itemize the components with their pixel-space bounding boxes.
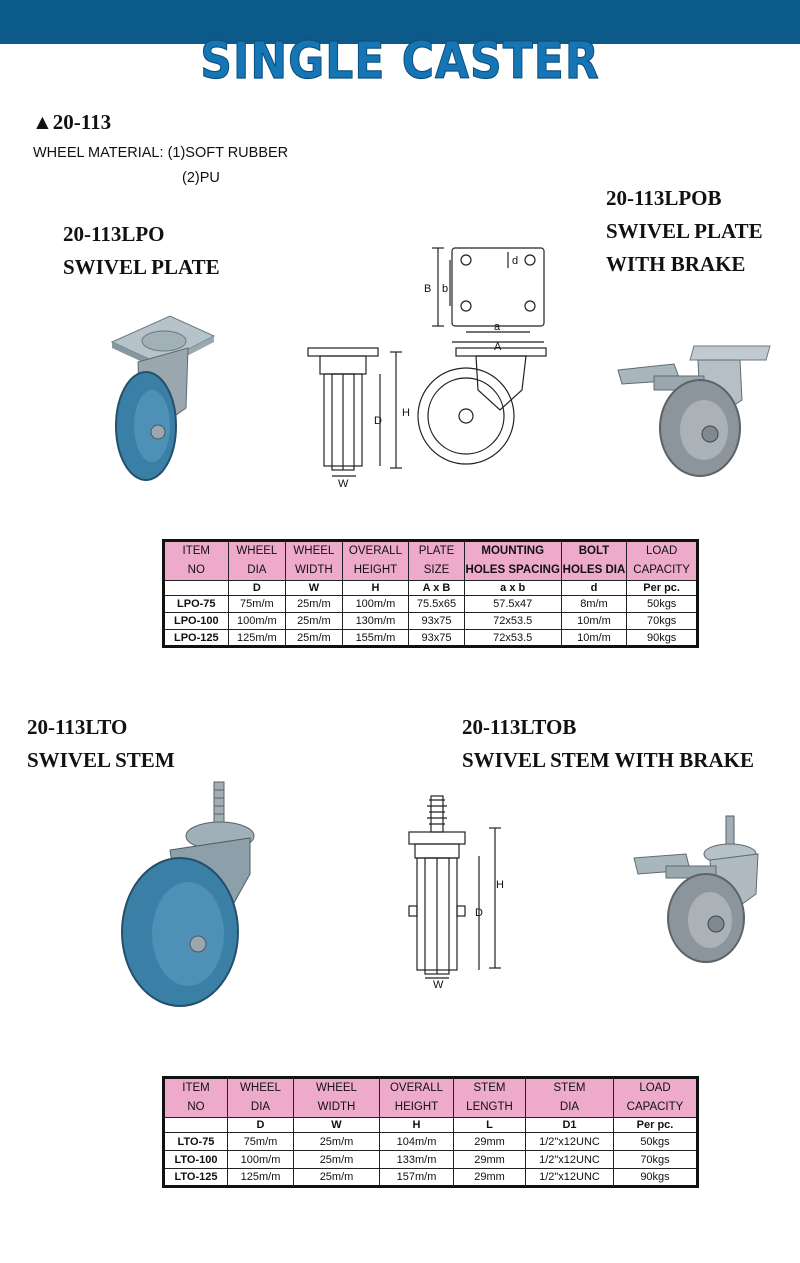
product-code: 20-113LPOB	[606, 186, 722, 210]
header-wheel-width: WHEEL WIDTH	[294, 1078, 380, 1118]
table-cell: 100m/m	[342, 596, 409, 613]
table-cell: LPO-75	[164, 596, 229, 613]
header-load-capacity: LOAD CAPACITY	[614, 1078, 698, 1118]
table-cell: 25m/m	[294, 1151, 380, 1169]
table-cell: 10m/m	[561, 630, 627, 647]
table-header-row	[164, 1078, 698, 1118]
table-cell: 93x75	[409, 630, 465, 647]
table-cell: 72x53.5	[464, 630, 561, 647]
swivel-stem-dimension-drawing	[395, 792, 510, 992]
unit-cell: d	[561, 581, 627, 596]
product-type: SWIVEL STEM WITH BRAKE	[462, 748, 754, 772]
table-cell: 104m/m	[380, 1133, 454, 1151]
table-cell: 25m/m	[294, 1133, 380, 1151]
dim-label-height: H	[402, 407, 410, 419]
table-row	[164, 630, 698, 647]
table-row	[164, 1169, 698, 1187]
wheel-material-line	[33, 145, 288, 161]
product-type: SWIVEL PLATE	[606, 219, 763, 243]
table-cell: 93x75	[409, 613, 465, 630]
dim-label-hole-spacing-a: a	[494, 321, 501, 333]
dim-label-plate-length: B	[424, 283, 432, 295]
table-cell: 1/2"x12UNC	[526, 1151, 614, 1169]
product-type: SWIVEL STEM	[27, 748, 175, 772]
header-overall-height: OVERALL HEIGHT	[380, 1078, 454, 1118]
header-wheel-width: WHEEL WIDTH	[286, 541, 343, 581]
product-label-ltob	[462, 711, 754, 777]
table-cell: 90kgs	[627, 630, 698, 647]
wheel-material-option-1: (1)SOFT RUBBER	[167, 145, 289, 161]
product-code: 20-113LTOB	[462, 715, 577, 739]
unit-cell: W	[294, 1118, 380, 1133]
table-cell: 100m/m	[228, 1151, 294, 1169]
table-cell: 50kgs	[614, 1133, 698, 1151]
table-cell: 130m/m	[342, 613, 409, 630]
table-row	[164, 1133, 698, 1151]
swivel-plate-dimension-drawing	[300, 240, 555, 490]
swivel-stem-brake-caster-photo	[630, 814, 770, 964]
table-cell: 72x53.5	[464, 613, 561, 630]
swivel-plate-caster-photo	[98, 298, 218, 488]
header-overall-height: OVERALL HEIGHT	[342, 541, 409, 581]
unit-cell: D	[228, 581, 286, 596]
dim-label-bolt-dia: d	[512, 255, 519, 267]
header-item-no: ITEM NO	[164, 1078, 228, 1118]
header-wheel-dia: WHEEL DIA	[228, 1078, 294, 1118]
product-code: 20-113LTO	[27, 715, 128, 739]
dim-label-height: H	[496, 879, 504, 891]
table-cell: 10m/m	[561, 613, 627, 630]
header-mounting-holes: MOUNTING HOLES SPACING	[464, 541, 561, 581]
header-plate-size: PLATE SIZE	[409, 541, 465, 581]
header-item-no: ITEM NO	[164, 541, 229, 581]
table-cell: 75.5x65	[409, 596, 465, 613]
unit-cell: H	[380, 1118, 454, 1133]
table-cell: 25m/m	[286, 613, 343, 630]
table-cell: 29mm	[454, 1169, 526, 1187]
table-cell: LTO-125	[164, 1169, 228, 1187]
product-type-brake: WITH BRAKE	[606, 252, 746, 276]
dim-label-hole-spacing-b: b	[442, 283, 449, 295]
dim-label-width: W	[433, 979, 444, 991]
table-cell: 1/2"x12UNC	[526, 1133, 614, 1151]
table-cell: 25m/m	[294, 1169, 380, 1187]
table-row	[164, 613, 698, 630]
table-units-row	[164, 581, 698, 596]
table-cell: 125m/m	[228, 630, 286, 647]
table-cell: 70kgs	[614, 1151, 698, 1169]
unit-cell: L	[454, 1118, 526, 1133]
product-label-lto	[27, 711, 175, 777]
unit-cell: Per pc.	[614, 1118, 698, 1133]
table-row	[164, 1151, 698, 1169]
product-label-lpob	[606, 182, 763, 281]
header-bolt-holes: BOLT HOLES DIA	[561, 541, 627, 581]
table-cell: 57.5x47	[464, 596, 561, 613]
table-cell: 157m/m	[380, 1169, 454, 1187]
table-cell: 29mm	[454, 1133, 526, 1151]
swivel-plate-brake-caster-photo	[614, 340, 774, 480]
unit-cell: H	[342, 581, 409, 596]
table-cell: 70kgs	[627, 613, 698, 630]
table-cell: 100m/m	[228, 613, 286, 630]
table-cell: LPO-100	[164, 613, 229, 630]
unit-cell: Per pc.	[627, 581, 698, 596]
dim-label-width: W	[338, 478, 349, 490]
unit-cell: D1	[526, 1118, 614, 1133]
table-cell: 125m/m	[228, 1169, 294, 1187]
table-cell: LTO-100	[164, 1151, 228, 1169]
unit-cell: D	[228, 1118, 294, 1133]
header-stem-dia: STEM DIA	[526, 1078, 614, 1118]
unit-cell	[164, 581, 229, 596]
dim-label-plate-width: A	[494, 341, 502, 353]
table-cell: 155m/m	[342, 630, 409, 647]
table-cell: 50kgs	[627, 596, 698, 613]
table-cell: LTO-75	[164, 1133, 228, 1151]
product-type: SWIVEL PLATE	[63, 255, 220, 279]
product-code: 20-113LPO	[63, 222, 165, 246]
series-code-text: 20-113	[52, 110, 112, 134]
header-stem-length: STEM LENGTH	[454, 1078, 526, 1118]
header-wheel-dia: WHEEL DIA	[228, 541, 286, 581]
table-cell: 25m/m	[286, 596, 343, 613]
unit-cell: a x b	[464, 581, 561, 596]
table-cell: 1/2"x12UNC	[526, 1169, 614, 1187]
header-load-capacity: LOAD CAPACITY	[627, 541, 698, 581]
table-header-row	[164, 541, 698, 581]
table-cell: 8m/m	[561, 596, 627, 613]
table-cell: LPO-125	[164, 630, 229, 647]
unit-cell: A x B	[409, 581, 465, 596]
wheel-material-option-2: (2)PU	[182, 170, 220, 186]
series-code	[32, 110, 111, 135]
unit-cell	[164, 1118, 228, 1133]
wheel-material-label: WHEEL MATERIAL:	[33, 145, 168, 161]
table-cell: 133m/m	[380, 1151, 454, 1169]
table-cell: 29mm	[454, 1151, 526, 1169]
swivel-stem-spec-table	[162, 1076, 699, 1188]
table-cell: 75m/m	[228, 596, 286, 613]
swivel-plate-spec-table	[162, 539, 699, 648]
dim-label-diameter: D	[374, 415, 382, 427]
product-label-lpo	[63, 218, 220, 284]
table-units-row	[164, 1118, 698, 1133]
page-title: SINGLE CASTER	[200, 32, 600, 91]
table-row	[164, 596, 698, 613]
dim-label-diameter: D	[475, 907, 483, 919]
swivel-stem-caster-photo	[110, 778, 260, 1018]
table-cell: 75m/m	[228, 1133, 294, 1151]
table-cell: 90kgs	[614, 1169, 698, 1187]
unit-cell: W	[286, 581, 343, 596]
table-cell: 25m/m	[286, 630, 343, 647]
triangle-icon: ▲	[32, 110, 53, 134]
